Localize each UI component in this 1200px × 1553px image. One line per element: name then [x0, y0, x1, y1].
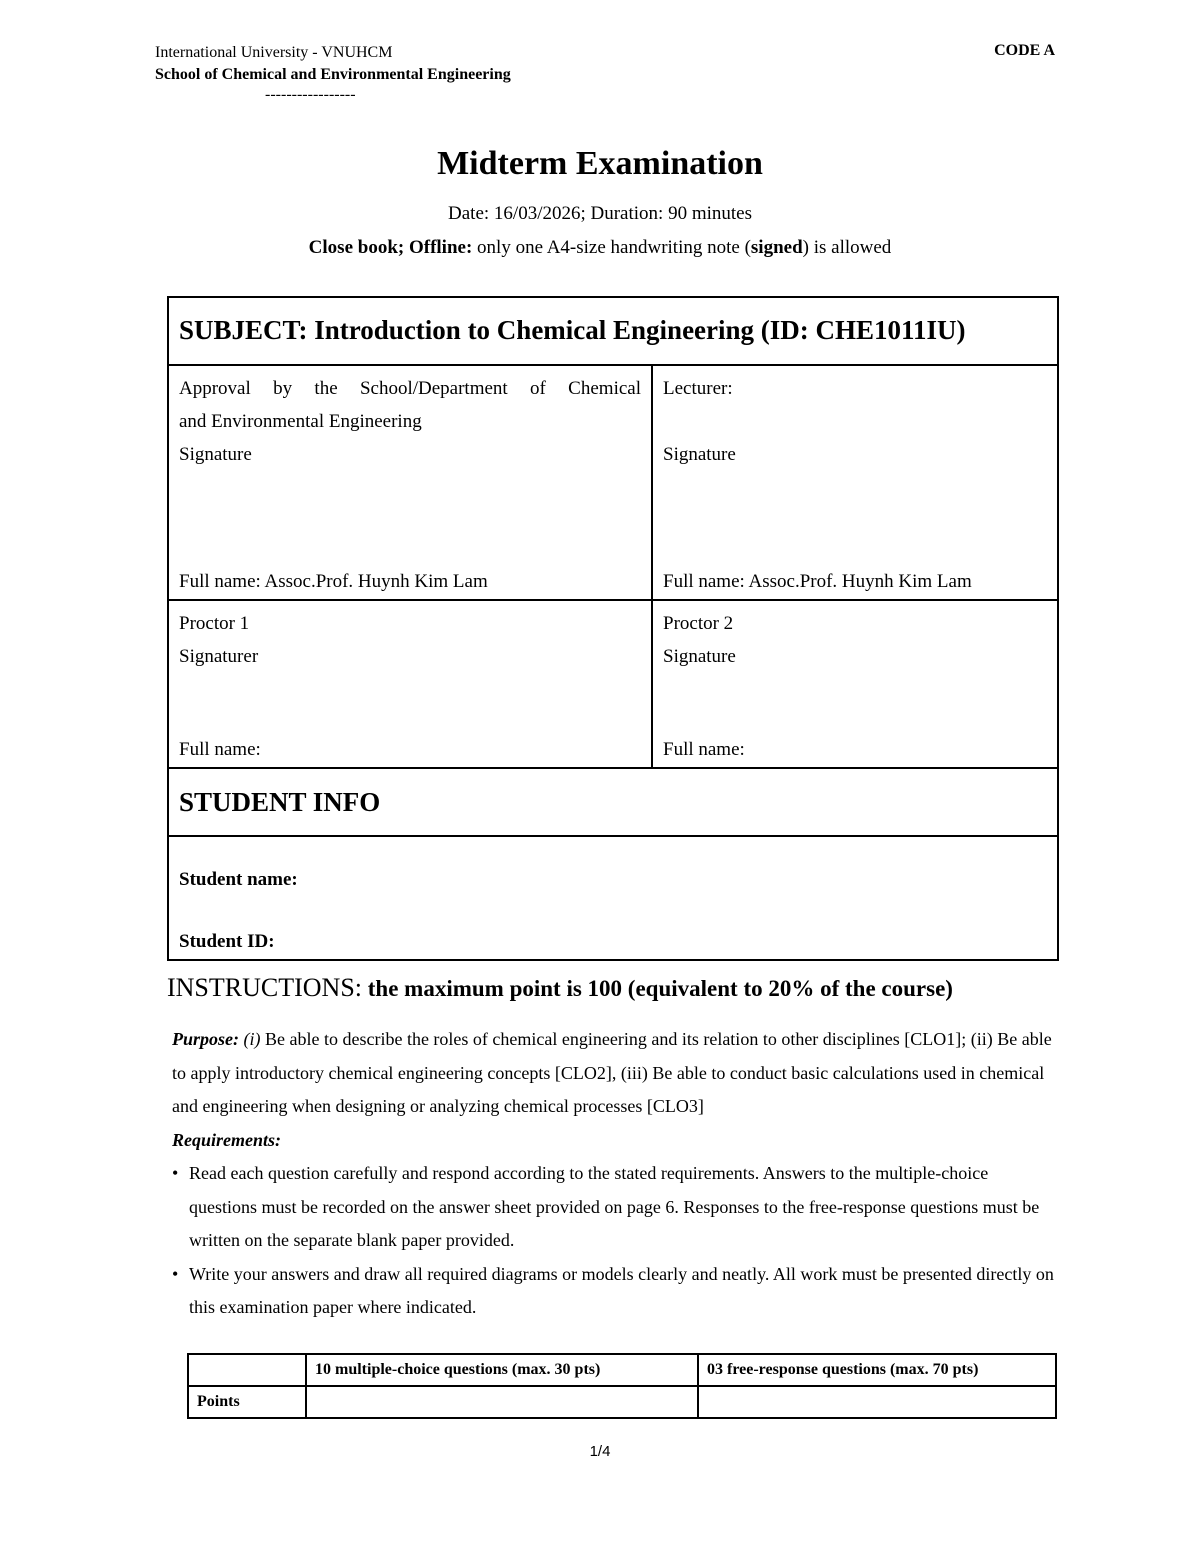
approval-cell [169, 366, 653, 599]
rules-text-1: only one A4-size handwriting note ( [472, 237, 751, 258]
exam-info-form [167, 296, 1059, 961]
proctor-row [169, 599, 1057, 767]
requirements-label: Requirements: [172, 1129, 282, 1150]
lecturer-signature: Signature [663, 444, 736, 465]
student-info-heading: STUDENT INFO [179, 787, 381, 817]
school-name: School of Chemical and Environmental Engineering [155, 66, 511, 83]
signed-label: signed [750, 237, 803, 258]
table-row [188, 1386, 1056, 1418]
lecturer-spacer [663, 405, 1047, 438]
offline-label: Offline: [408, 237, 473, 258]
proctor1-cell [169, 601, 653, 767]
student-id-label: Student ID: [179, 931, 275, 952]
header-separator: ----------------- [265, 86, 356, 103]
table-row [188, 1354, 1056, 1386]
free-response-header: 03 free-response questions (max. 70 pts) [698, 1354, 1056, 1386]
points-row-label: Points [188, 1386, 306, 1418]
student-detail-cell [169, 837, 1057, 959]
exam-code: CODE A [994, 42, 1055, 59]
approval-signature: Signature [179, 444, 252, 465]
student-detail-row [169, 835, 1057, 959]
free-response-points-cell[interactable] [698, 1386, 1056, 1418]
purpose-i: (i) [239, 1029, 261, 1049]
instructions-max-points: the maximum point is 100 (equivalent to 20% of the course) [362, 976, 953, 1001]
exam-title: Midterm Examination [437, 145, 763, 182]
lecturer-label: Lecturer: [663, 378, 733, 399]
points-header-blank [188, 1354, 306, 1386]
proctor2-cell [653, 601, 1057, 767]
lecturer-fullname: Full name: Assoc.Prof. Huynh Kim Lam [663, 571, 972, 592]
purpose-paragraph [172, 1023, 1057, 1124]
list-item [172, 1157, 1057, 1258]
purpose-label: Purpose: [172, 1029, 239, 1049]
points-table [187, 1353, 1057, 1419]
purpose-text: Be able to describe the roles of chemical engineering and its relation to other disciplines [CLO1]; (ii) Be able to apply introductory chemical engineering concepts [CLO2], (iii) Be able to conduct basic calculations used in chemical and engineering when designing or analyzing chemical processes [CLO3] [172, 1029, 1052, 1116]
proctor1-signature: Signaturer [179, 646, 259, 667]
proctor1-fullname: Full name: [179, 739, 261, 760]
instructions-heading [167, 973, 953, 1003]
date-duration: Date: 16/03/2026; Duration: 90 minutes [448, 203, 752, 224]
approval-fullname: Full name: Assoc.Prof. Huynh Kim Lam [179, 571, 488, 592]
mcq-points-cell[interactable] [306, 1386, 698, 1418]
mcq-header: 10 multiple-choice questions (max. 30 pts) [306, 1354, 698, 1386]
approval-line-1: Approval by the School/Department of Chemical [179, 378, 641, 399]
requirements-list [172, 1157, 1057, 1325]
subject-row [169, 298, 1057, 364]
instructions-label: INSTRUCTIONS: [167, 973, 363, 1002]
rules-text-2: ) is allowed [802, 237, 892, 258]
proctor2-label: Proctor 2 [663, 613, 734, 634]
student-name-label: Student name: [179, 869, 298, 890]
page-number: 1/4 [589, 1443, 611, 1460]
approval-row [169, 364, 1057, 599]
instructions-body [172, 1023, 1057, 1325]
bullet-icon: • [172, 1163, 179, 1183]
close-book-label: Close book; [308, 237, 405, 258]
header-left [155, 42, 511, 104]
lecturer-cell [653, 366, 1057, 599]
list-item [172, 1258, 1057, 1325]
requirement-text-1: Read each question carefully and respond according to the stated requirements. Answers to the multiple-choice questions must be recorded on the answer sheet provided on page 6. Responses to the free-response questions must be written on the separate blank paper provided. [189, 1163, 1040, 1250]
proctor2-signature: Signature [663, 646, 736, 667]
bullet-icon: • [172, 1263, 179, 1284]
approval-line-2: and Environmental Engineering [179, 411, 422, 432]
student-info-row [169, 767, 1057, 835]
proctor2-fullname: Full name: [663, 739, 745, 760]
exam-rules [0, 237, 1200, 259]
requirement-text-2: Write your answers and draw all required diagrams or models clearly and neatly. All work must be presented directly on this examination paper where indicated. [189, 1263, 1054, 1317]
proctor1-label: Proctor 1 [179, 613, 250, 634]
subject-title: SUBJECT: Introduction to Chemical Engineering (ID: CHE1011IU) [179, 315, 966, 345]
university-name: International University - VNUHCM [155, 44, 393, 61]
